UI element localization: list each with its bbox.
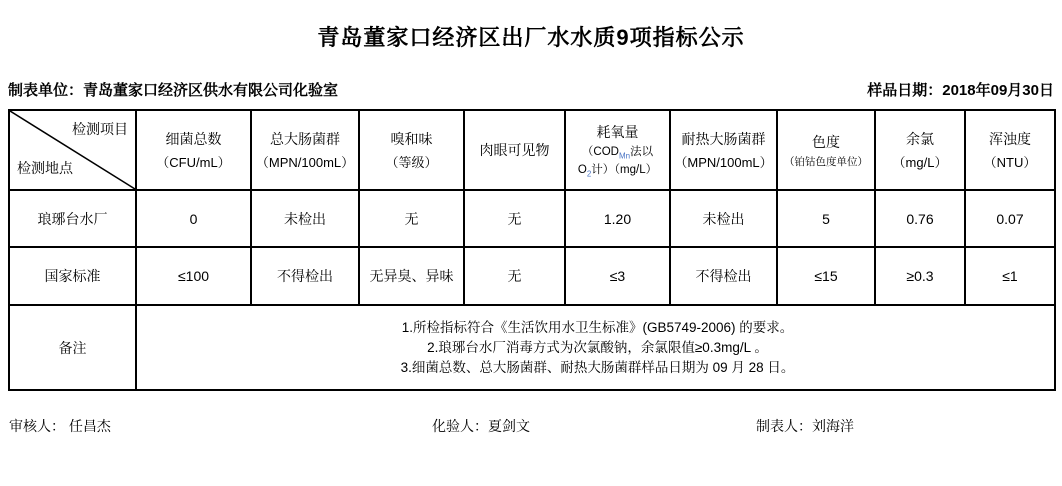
data-cell: 不得检出	[251, 247, 359, 305]
col-header-cod-line1	[566, 143, 669, 160]
preparer-label: 制表人：刘海洋	[756, 418, 854, 434]
tester-label: 化验人：夏剑文	[432, 418, 530, 434]
cod-text: 法以	[630, 145, 654, 158]
col-header-total-coliform	[251, 110, 359, 190]
row-label-langyatai: 琅琊台水厂	[9, 190, 136, 247]
data-cell: ≥0.3	[875, 247, 965, 305]
corner-label-project: 检测项目	[72, 121, 128, 137]
col-header-unit: （MPN/100mL）	[674, 155, 773, 170]
table-row-langyatai	[9, 190, 1055, 247]
col-header-name: 余氯	[906, 131, 934, 147]
remark-line-3: 3.细菌总数、总大肠菌群、耐热大肠菌群样品日期为 09 月 28 日。	[400, 359, 795, 375]
data-cell: 无	[464, 190, 565, 247]
col-header-name: 色度	[812, 133, 840, 150]
col-header-turbidity	[965, 110, 1055, 190]
cod-text: 计）（mg/L）	[591, 164, 658, 176]
data-cell: 未检出	[251, 190, 359, 247]
cod-subscript-mn: Mn	[618, 151, 631, 160]
data-cell: 0	[136, 190, 251, 247]
col-header-unit: （MPN/100mL）	[255, 155, 355, 170]
data-cell: ≤3	[565, 247, 670, 305]
col-header-oxygen-consumption	[565, 110, 670, 190]
data-cell: 0.07	[965, 190, 1055, 247]
maker-unit-label: 制表单位：青岛董家口经济区供水有限公司化验室	[8, 82, 339, 99]
col-header-unit: （mg/L）	[892, 155, 948, 170]
auditor-label: 审核人： 任昌杰	[9, 418, 111, 434]
meta-bar	[8, 79, 1054, 100]
table-header-row	[9, 110, 1055, 190]
col-header-odor-taste	[359, 110, 464, 190]
remark-line-1: 1.所检指标符合《生活饮用水卫生标准》(GB5749-2006) 的要求。	[401, 319, 794, 335]
data-cell: 无异臭、异味	[359, 247, 464, 305]
col-header-unit: （NTU）	[983, 155, 1037, 170]
sample-date-label: 样品日期：2018年09月30日	[867, 82, 1054, 99]
data-cell: 不得检出	[670, 247, 777, 305]
col-header-name: 嗅和味	[390, 131, 433, 147]
cod-text: （COD	[581, 145, 619, 158]
data-cell: ≤100	[136, 247, 251, 305]
data-cell: 1.20	[565, 190, 670, 247]
col-header-cod-line2	[566, 161, 669, 178]
col-header-name: 细菌总数	[165, 131, 222, 147]
data-cell: 无	[464, 247, 565, 305]
page-title: 青岛董家口经济区出厂水水质9项指标公示	[317, 25, 745, 50]
col-header-name: 肉眼可见物	[479, 142, 550, 158]
corner-header-cell	[9, 110, 136, 190]
col-header-chroma	[777, 110, 875, 190]
table-row-remarks	[9, 305, 1055, 390]
data-cell: 0.76	[875, 190, 965, 247]
col-header-bacteria-total	[136, 110, 251, 190]
remarks-label: 备注	[9, 305, 136, 390]
col-header-unit: （等级）	[385, 155, 438, 170]
table-row-national-standard	[9, 247, 1055, 305]
col-header-residual-chlorine	[875, 110, 965, 190]
row-label-national-standard: 国家标准	[9, 247, 136, 305]
col-header-name: 总大肠菌群	[270, 131, 340, 147]
water-quality-table	[8, 109, 1056, 391]
col-header-heat-resistant-coliform	[670, 110, 777, 190]
data-cell: ≤15	[777, 247, 875, 305]
col-header-name: 耐热大肠菌群	[681, 131, 766, 147]
col-header-name: 浑浊度	[989, 131, 1031, 147]
col-header-unit: （铂钴色度单位）	[784, 155, 868, 168]
col-header-visible-matter	[464, 110, 565, 190]
data-cell: 无	[359, 190, 464, 247]
data-cell: ≤1	[965, 247, 1055, 305]
cod-subscript-2: 2	[586, 169, 592, 179]
remark-line-2: 2.琅琊台水厂消毒方式为次氯酸钠，余氯限值≥0.3mg/L 。	[427, 339, 768, 355]
corner-label-location: 检测地点	[17, 160, 73, 176]
col-header-unit: （CFU/mL）	[156, 155, 231, 170]
cod-text: O	[577, 164, 587, 176]
data-cell: 未检出	[670, 190, 777, 247]
remarks-content	[136, 305, 1055, 390]
data-cell: 5	[777, 190, 875, 247]
col-header-name: 耗氧量	[596, 123, 639, 140]
